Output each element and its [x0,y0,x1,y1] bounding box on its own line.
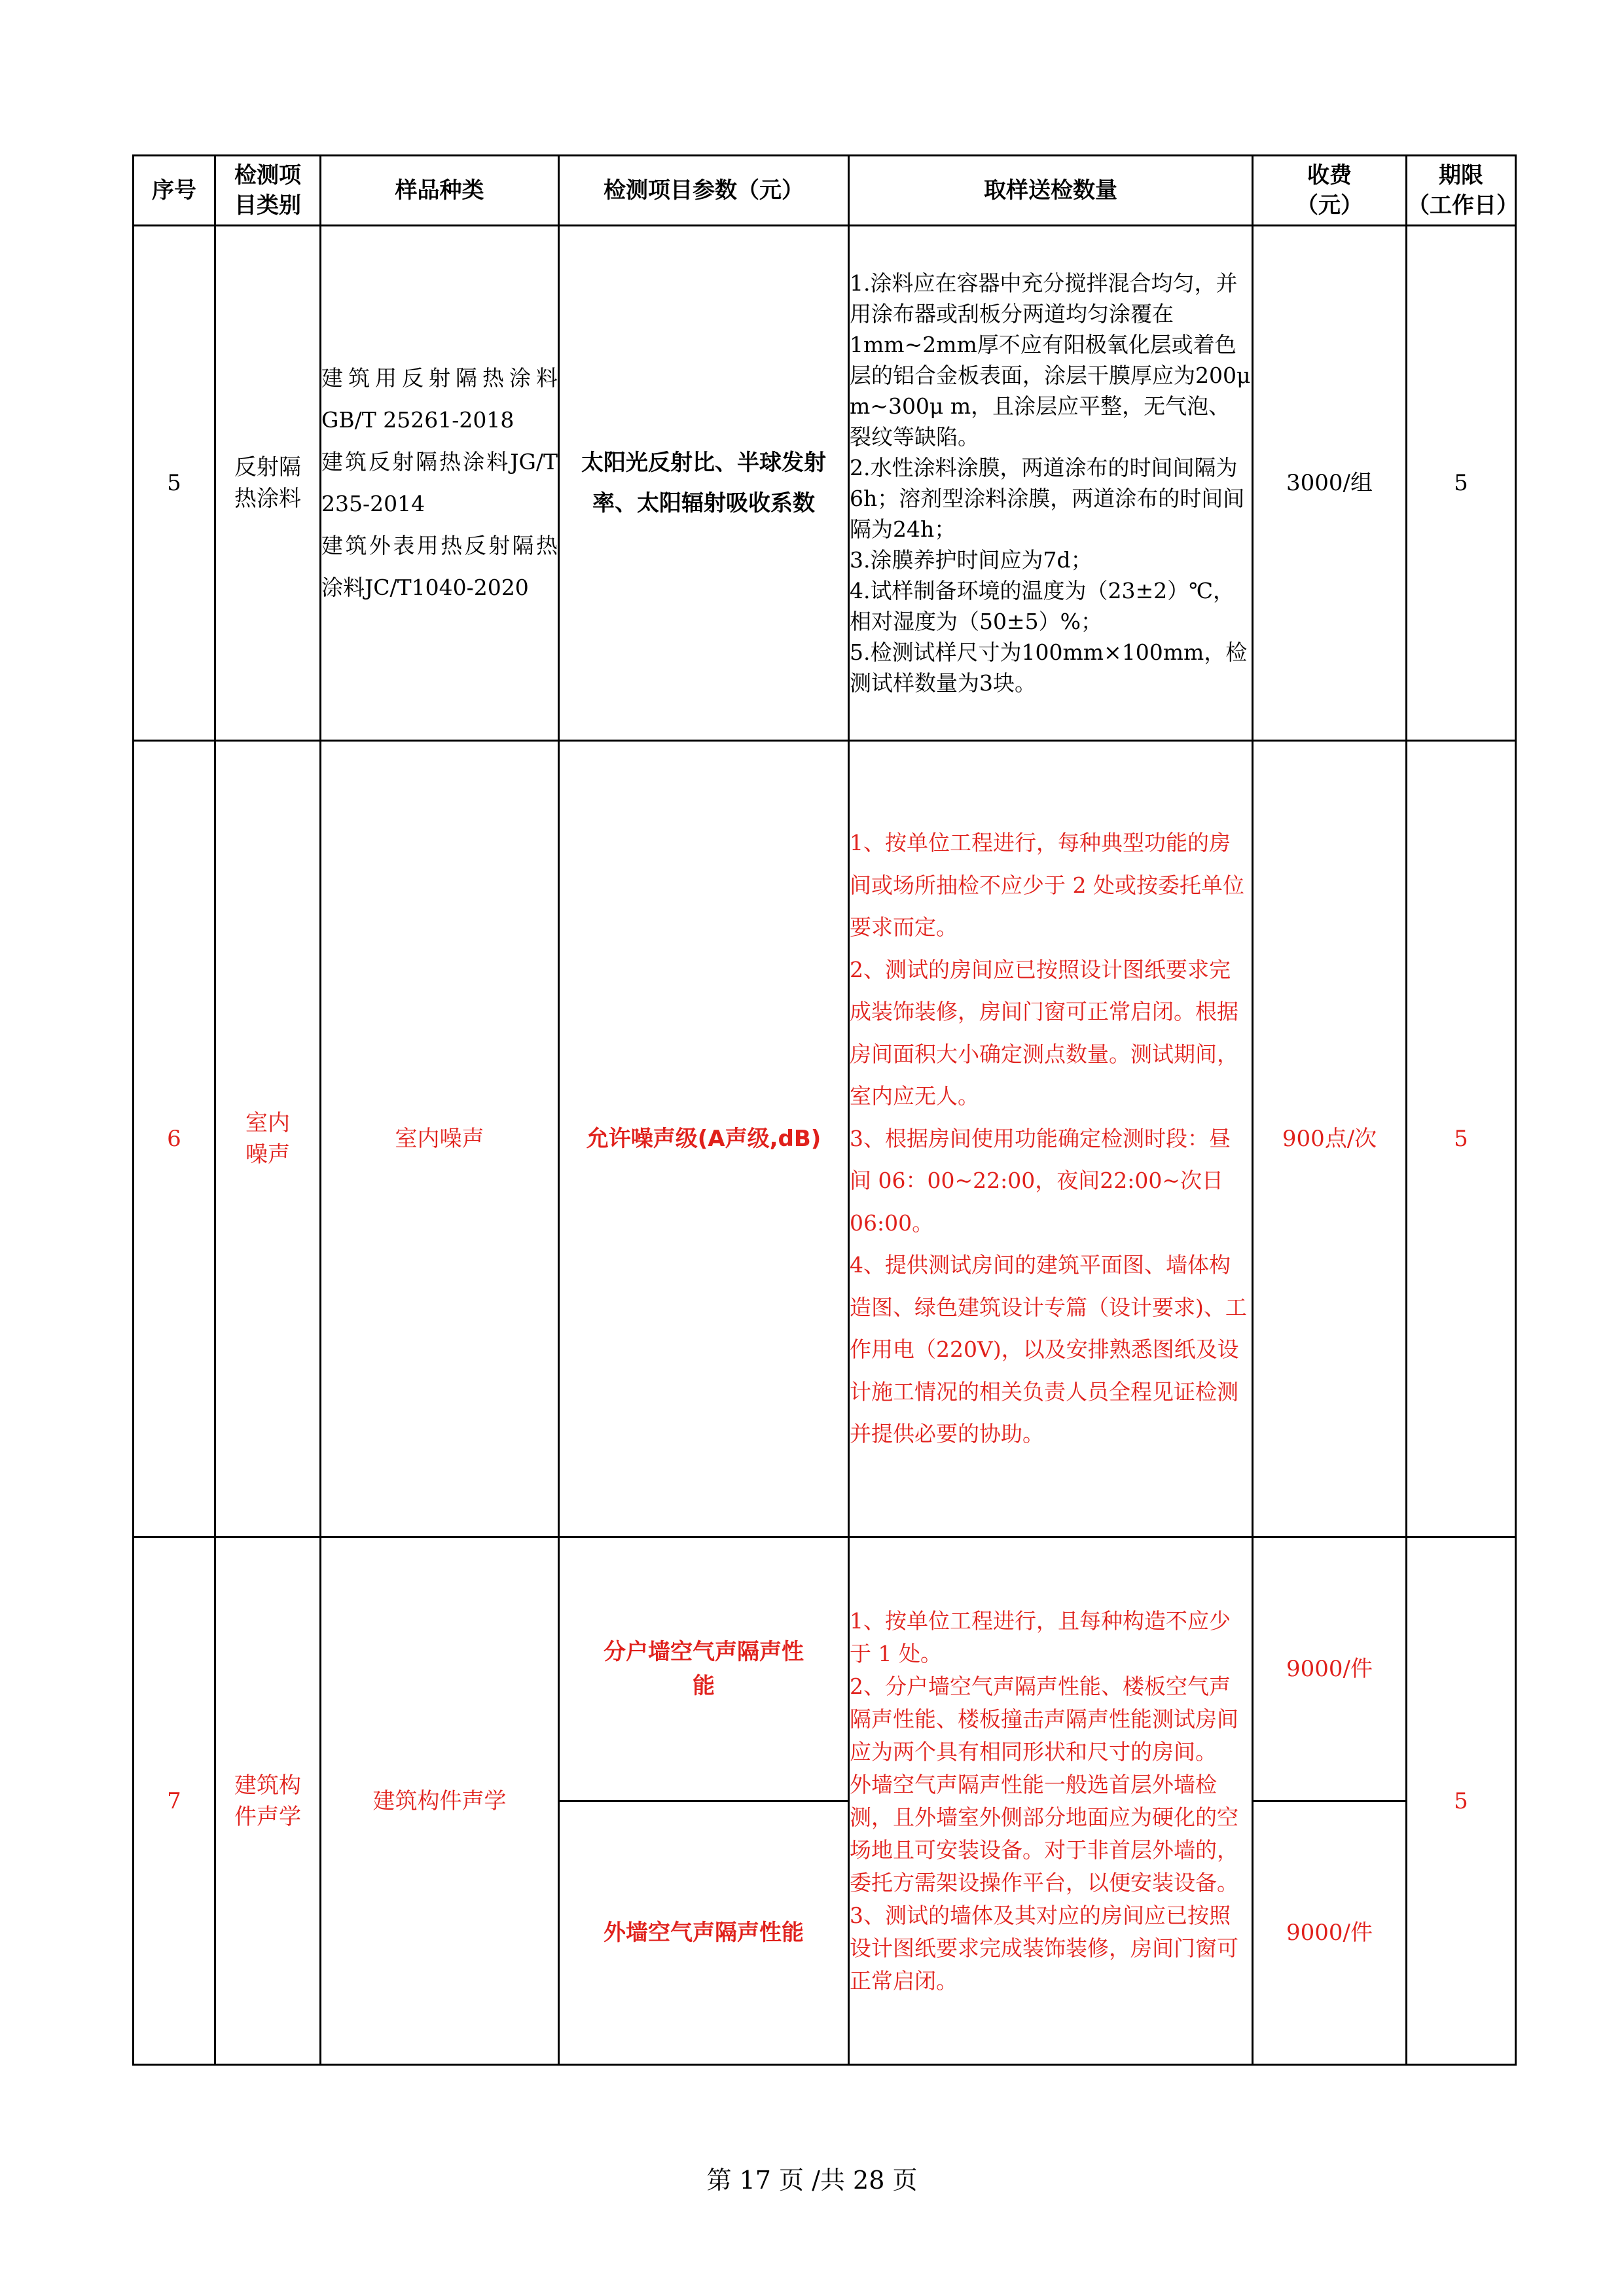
category-line: 热涂料 [234,486,301,512]
requirement-item: 1、按单位工程进行，且每种构造不应少于 1 处。 [850,1607,1231,1666]
table-row [134,741,1516,1537]
row-no: 6 [134,741,215,1537]
row-fee: 9000/件 [1253,1801,1407,2065]
header-fee [1253,156,1407,226]
sample-standard: 建筑用反射隔热涂料GB/T 25261-2018 [321,365,558,433]
requirement-item: 1、按单位工程进行，每种典型功能的房间或场所抽检不应少于 2 处或按委托单位要求而定。 [850,830,1244,941]
requirement-item: 外墙空气声隔声性能一般选首层外墙检测，且外墙室外侧部分地面应为硬化的空场地且可安装设备。对于非首层外墙的，委托方需架设操作平台，以便安装设备。 [850,1771,1238,1895]
header-fee-line: （元） [1296,192,1363,219]
requirement-item: 2、测试的房间应已按照设计图纸要求完成装饰装修，房间门窗可正常启闭。根据房间面积大小确定测点数量。测试期间，室内应无人。 [850,956,1238,1109]
row-no: 7 [134,1537,215,2065]
row-samples [321,226,559,741]
row-category [215,226,321,741]
category-line: 件声学 [234,1803,301,1830]
header-requirements: 取样送检数量 [849,156,1253,226]
requirement-item: 3、根据房间使用功能确定检测时段：昼间 06：00~22:00，夜间22:00~次日 06:00。 [850,1125,1231,1236]
table-row [134,226,1516,741]
requirement-item: 3.涂膜养护时间应为7d； [850,547,1092,573]
table-row [134,1537,1516,1801]
row-category [215,741,321,1537]
row-period: 5 [1407,741,1516,1537]
header-category [215,156,321,226]
sample-standard: 建筑反射隔热涂料JG/T 235-2014 [321,449,558,516]
header-no: 序号 [134,156,215,226]
header-parameters: 检测项目参数（元） [559,156,849,226]
requirement-item: 3、测试的墙体及其对应的房间应已按照设计图纸要求完成装饰装修，房间门窗可正常启闭。 [850,1902,1238,1994]
test-items-table [132,154,1517,2066]
header-samples: 样品种类 [321,156,559,226]
category-line: 建筑构 [234,1772,301,1799]
requirement-item: 5.检测试样尺寸为100mm×100mm，检测试样数量为3块。 [850,639,1248,696]
category-line: 室内 [245,1110,290,1136]
header-period-line: 期限 [1439,162,1483,188]
row-fee: 3000/组 [1253,226,1407,741]
row-samples: 室内噪声 [321,741,559,1537]
requirement-item: 4、提供测试房间的建筑平面图、墙体构造图、绿色建筑设计专篇（设计要求)、工作用电（220V)，以及安排熟悉图纸及设计施工情况的相关负责人员全程见证检测并提供必要的协助。 [850,1252,1247,1447]
category-line: 噪声 [245,1141,290,1168]
header-period-line: （工作日） [1407,192,1519,219]
requirement-item: 2、分户墙空气声隔声性能、楼板空气声隔声性能、楼板撞击声隔声性能测试房间应为两个具有相同形状和尺寸的房间。 [850,1673,1238,1765]
row-period: 5 [1407,226,1516,741]
requirement-item: 2.水性涂料涂膜，两道涂布的时间间隔为6h；溶剂型涂料涂膜，两道涂布的时间间隔为24h； [850,455,1245,542]
row-period: 5 [1407,1537,1516,2065]
row-requirements [849,226,1253,741]
sample-standard: 建筑外表用热反射隔热涂料JC/T1040-2020 [321,533,558,600]
header-period [1407,156,1519,226]
row-samples: 建筑构件声学 [321,1537,559,2065]
row-category [215,1537,321,2065]
row-parameter: 分户墙空气声隔声性能 [559,1537,849,1801]
table-header-row [134,156,1516,226]
row-requirements [849,741,1253,1537]
row-no: 5 [134,226,215,741]
category-line: 反射隔 [234,454,301,480]
row-requirements [849,1537,1253,2065]
header-category-line: 目类别 [234,192,301,219]
row-fee: 9000/件 [1253,1537,1407,1801]
header-fee-line: 收费 [1307,162,1352,188]
row-fee: 900点/次 [1253,741,1407,1537]
requirement-item: 1.涂料应在容器中充分搅拌混合均匀，并用涂布器或刮板分两道均匀涂覆在1mm~2mm厚不应有阳极氧化层或着色层的铝合金板表面，涂层干膜厚应为200μ m~300μ m，且涂层应平整，无气泡、裂纹等缺陷。 [850,270,1251,450]
header-category-line: 检测项 [234,162,301,188]
row-parameters: 太阳光反射比、半球发射率、太阳辐射吸收系数 [559,226,849,741]
requirement-item: 4.试样制备环境的温度为（23±2）℃，相对湿度为（50±5）%； [850,578,1235,634]
row-parameters: 允许噪声级(A声级,dB) [559,741,849,1537]
row-parameter: 外墙空气声隔声性能 [559,1801,849,2065]
page-footer: 第 17 页 /共 28 页 [706,2166,918,2195]
